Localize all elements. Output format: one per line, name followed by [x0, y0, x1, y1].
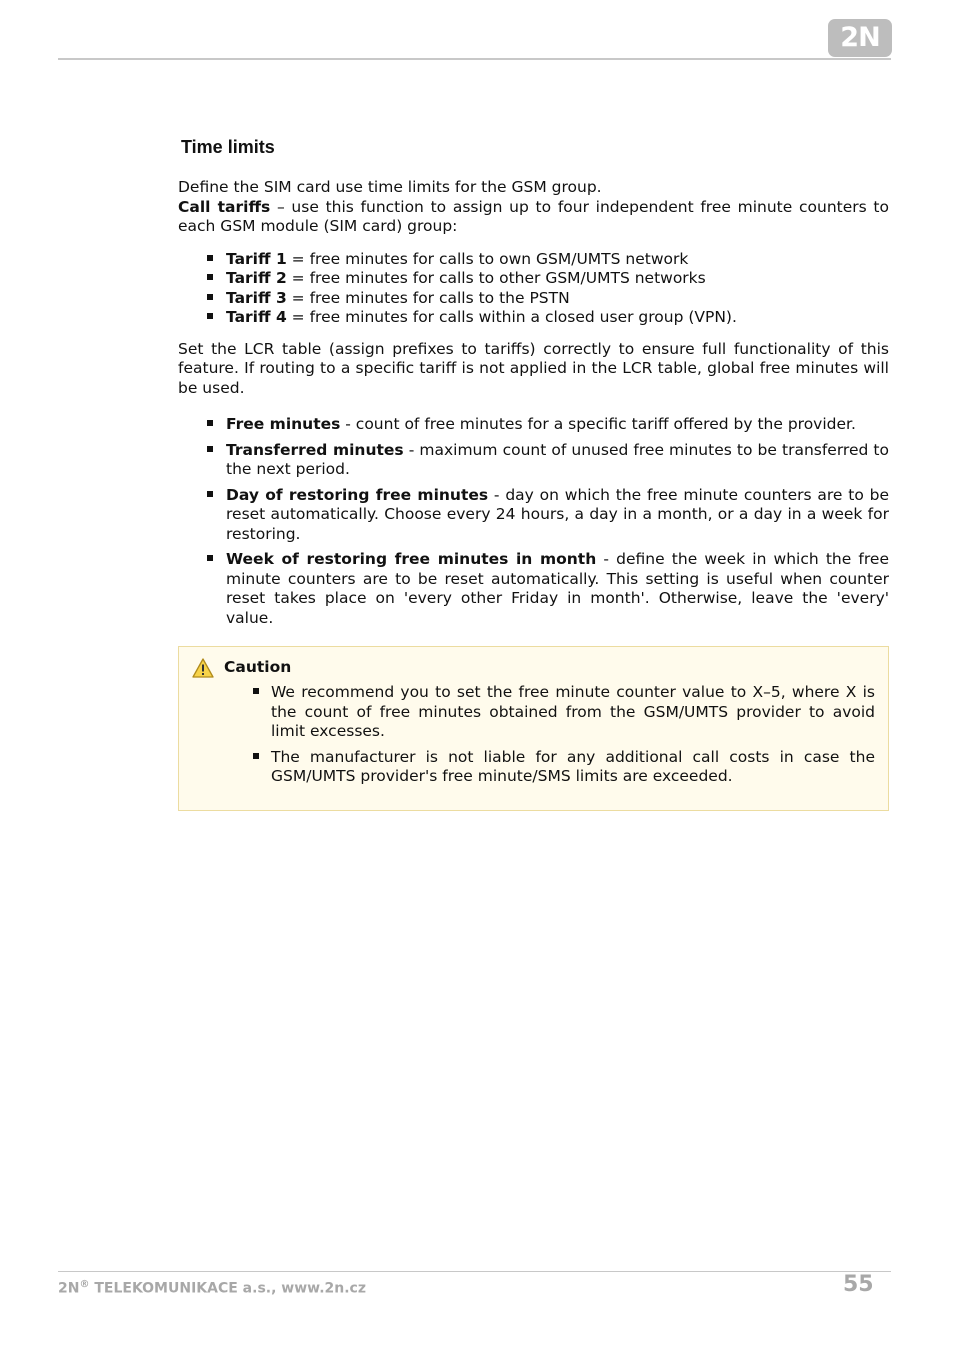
tariff-text: = free minutes for calls within a closed user group (VPN).	[286, 308, 737, 326]
tariff-name: Tariff 3	[226, 288, 287, 307]
intro-text: Define the SIM card use time limits for the GSM group.	[178, 178, 602, 196]
list-item	[178, 308, 889, 328]
list-item	[178, 269, 889, 289]
bullet-icon	[207, 420, 213, 426]
bullet-icon	[253, 753, 259, 759]
bullet-icon	[207, 491, 213, 497]
bullet-icon	[207, 274, 213, 280]
tariff-text: = free minutes for calls to other GSM/UMTS networks	[286, 269, 706, 287]
lcr-paragraph: Set the LCR table (assign prefixes to tariffs) correctly to ensure full functionality of this feature. If routing to a specific tariff is not applied in the LCR table, global free minutes will be used.	[178, 339, 889, 397]
feature-text: - day on which the free minute counters are to be reset automatically. Choose every 24 hours, a day in a month, or a day in a week for restoring.	[226, 485, 890, 543]
list-item	[192, 683, 875, 742]
tariff-text: = free minutes for calls to own GSM/UMTS network	[286, 249, 689, 268]
caution-title: Caution	[224, 658, 292, 677]
bullet-icon	[253, 688, 259, 694]
feature-text: - count of free minutes for a specific tariff offered by the provider.	[340, 415, 856, 433]
bullet-icon	[207, 555, 213, 561]
list-item	[178, 415, 889, 435]
footer-company	[58, 1279, 366, 1297]
list-item	[178, 441, 889, 480]
tariff-name: Tariff 1	[226, 249, 287, 268]
feature-name: Week of restoring free minutes in month	[226, 550, 597, 568]
tariff-name: Tariff 4	[226, 308, 287, 326]
bullet-icon	[207, 313, 213, 319]
caution-header	[192, 658, 875, 678]
footer-company-text: TELEKOMUNIKACE a.s., www.2n.cz	[89, 1280, 366, 1297]
section-title: Time limits	[181, 137, 275, 157]
caution-item-text: The manufacturer is not liable for any additional call costs in case the GSM/UMTS provider's free minute/SMS limits are exceeded.	[271, 747, 875, 785]
bullet-icon	[207, 446, 213, 452]
call-tariffs-label: Call tariffs	[178, 197, 271, 216]
list-item	[178, 486, 889, 545]
feature-name: Transferred minutes	[226, 440, 404, 459]
footer-divider	[58, 1271, 891, 1272]
tariff-name: Tariff 2	[226, 269, 287, 287]
caution-item-text: We recommend you to set the free minute counter value to X–5, where X is the count of free minutes obtained from the GSM/UMTS provider to avoid limit excesses.	[271, 683, 875, 740]
company-logo: 2N	[828, 19, 892, 57]
call-tariffs-text: – use this function to assign up to four independent free minute counters to each GSM module (SIM card) group:	[178, 197, 889, 235]
feature-name: Free minutes	[226, 415, 341, 433]
list-item	[178, 550, 889, 628]
page-number: 55	[843, 1272, 874, 1297]
page-content	[178, 136, 889, 811]
feature-text: - maximum count of unused free minutes to be transferred to the next period.	[226, 440, 889, 478]
registered-mark: ®	[79, 1279, 90, 1290]
feature-name: Day of restoring free minutes	[226, 485, 489, 504]
bullet-icon	[207, 294, 213, 300]
warning-icon	[192, 658, 214, 678]
bullet-icon	[207, 255, 213, 261]
feature-list	[178, 415, 889, 628]
tariff-text: = free minutes for calls to the PSTN	[286, 288, 570, 307]
list-item	[178, 289, 889, 309]
caution-box	[178, 646, 889, 811]
header-divider	[58, 58, 891, 60]
feature-text: - define the week in which the free minute counters are to be reset automatically. This setting is useful when counter reset takes place on 'every other Friday in month'. Otherwise, leave the 'every' value.	[226, 550, 889, 627]
footer-brand: 2N	[58, 1280, 80, 1297]
caution-list	[192, 683, 875, 787]
list-item	[192, 748, 875, 787]
list-item	[178, 250, 889, 270]
call-tariffs-paragraph	[178, 198, 889, 237]
tariff-list	[178, 250, 889, 328]
